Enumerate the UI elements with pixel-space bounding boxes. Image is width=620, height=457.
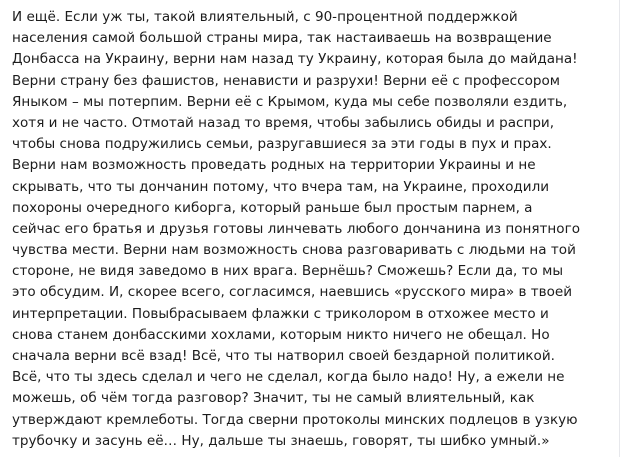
post-line: можешь, об чём тогда разговор? Значит, ты не самый влиятельный, как	[12, 390, 535, 407]
post-line: населения самой большой страны мира, так настаиваешь на возвращение	[12, 30, 552, 47]
post-line: Всё, что ты здесь сделал и чего не сделал, когда было надо! Ну, а ежели не	[12, 369, 565, 386]
post-line: стороне, не видя заведомо в них врага. Вернёшь? Сможешь? Если да, то мы	[12, 263, 564, 280]
post-text	[12, 7, 617, 452]
post-line: Яныком – мы потерпим. Верни её с Крымом, куда мы себе позволяли ездить,	[12, 93, 568, 110]
post-line: Донбасса на Украину, верни нам назад ту Украину, которая была до майдана!	[12, 51, 578, 68]
post-line: чтобы снова подружились семьи, разругавшиеся за эти годы в пух и прах.	[12, 136, 552, 153]
post-line: похороны очередного киборга, который раньше был простым парнем, а	[12, 199, 533, 216]
post-line: утверждают кремлеботы. Тогда сверни протоколы минских подлецов в узкую	[12, 411, 578, 428]
post-line: скрывать, что ты дончанин потому, что вчера там, на Украине, проходили	[12, 178, 550, 195]
post-line: сейчас его братья и друзья готовы линчевать любого дончанина из понятного	[12, 220, 580, 237]
post-line: чувства мести. Верни нам возможность снова разговаривать с людьми на той	[12, 242, 576, 259]
post-line: сначала верни всё взад! Всё, что ты натворил своей бездарной политикой.	[12, 348, 555, 364]
post-line: Верни страну без фашистов, ненависти и разрухи! Верни её с профессором	[12, 72, 560, 89]
post-line: Верни нам возможность проведать родных на территории Украины и не	[12, 157, 536, 174]
post-line: интерпретации. Повыбрасываем флажки с триколором в отхожее место и	[12, 305, 549, 322]
post-line: хотя и не часто. Отмотай назад то время, чтобы забылись обиды и распри,	[12, 114, 555, 131]
post-line: трубочку и засунь её… Ну, дальше ты знаешь, говорят, ты шибко умный.»	[12, 432, 550, 449]
post-line: снова станем донбасскими хохлами, которым никто ничего не обещал. Но	[12, 326, 550, 343]
post-line: это обсудим. И, скорее всего, согласимся, наевшись «русского мира» в твоей	[12, 284, 573, 301]
post-line: И ещё. Если уж ты, такой влиятельный, с 90-процентной поддержкой	[12, 9, 518, 25]
